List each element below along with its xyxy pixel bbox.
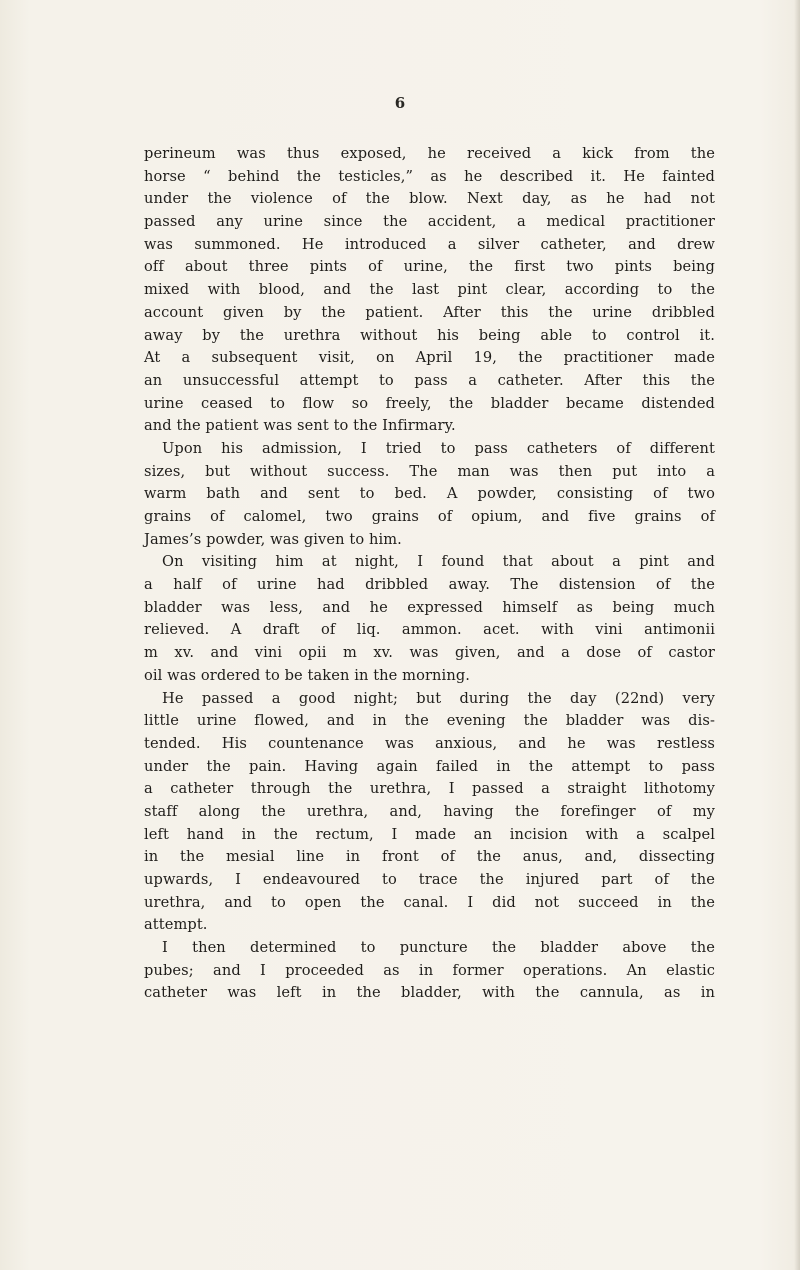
text-line: pubes; and I proceeded as in former operations. An elastic (144, 961, 715, 979)
text-line: He passed a good night; but during the day (22nd) very (162, 689, 715, 707)
text-line: little urine flowed, and in the evening the bladder was dis- (144, 712, 715, 730)
text-line: horse “ behind the testicles,” as he described it. He fainted (144, 167, 715, 185)
text-line: left hand in the rectum, I made an incision with a scalpel (144, 825, 715, 843)
text-line: a catheter through the urethra, I passed a straight lithotomy (144, 780, 715, 798)
text-line: James’s powder, was given to him. (144, 530, 402, 548)
text-line: and the patient was sent to the Infirmary. (144, 417, 456, 435)
text-line: sizes, but without success. The man was then put into a (144, 462, 715, 480)
text-line: perineum was thus exposed, he received a kick from the (144, 145, 715, 162)
text-line: Upon his admission, I tried to pass catheters of different (162, 439, 715, 457)
text-line: grains of calomel, two grains of opium, and five grains of (144, 508, 715, 525)
text-line: urethra, and to open the canal. I did not succeed in the (144, 893, 715, 911)
text-line: was summoned. He introduced a silver catheter, and drew (144, 235, 715, 253)
text-line: passed any urine since the accident, a medical practitioner (144, 213, 715, 231)
text-line: bladder was less, and he expressed himself as being much (144, 598, 715, 616)
text-line: I then determined to puncture the bladder above the (162, 939, 715, 957)
text-line: m xv. and vini opii m xv. was given, and a dose of castor (144, 644, 715, 662)
text-line: warm bath and sent to bed. A powder, consisting of two (144, 485, 715, 503)
text-line: account given by the patient. After this the urine dribbled (144, 303, 715, 321)
text-line: At a subsequent visit, on April 19, the practitioner made (144, 349, 715, 367)
text-line: relieved. A draft of liq. ammon. acet. with vini antimonii (144, 621, 715, 639)
text-line: an unsuccessful attempt to pass a catheter. After this the (144, 371, 715, 389)
text-line: a half of urine had dribbled away. The distension of the (144, 576, 715, 594)
page-number: 6 (394, 94, 406, 112)
text-line: under the pain. Having again failed in the attempt to pass (144, 757, 715, 775)
text-line: tended. His countenance was anxious, and he was restless (144, 734, 715, 752)
text-line: away by the urethra without his being able to control it. (144, 326, 715, 344)
text-line: staff along the urethra, and, having the forefinger of my (144, 802, 715, 820)
body-text (144, 143, 715, 1005)
text-line: On visiting him at night, I found that about a pint and (162, 553, 715, 571)
page-edge-shadow (794, 0, 800, 1270)
text-line: upwards, I endeavoured to trace the injured part of the (144, 871, 715, 888)
text-line: mixed with blood, and the last pint clear, according to the (144, 281, 715, 299)
text-line: off about three pints of urine, the first two pints being (144, 258, 715, 276)
text-line: under the violence of the blow. Next day, as he had not (144, 190, 715, 208)
text-line: urine ceased to flow so freely, the bladder became distended (144, 394, 715, 412)
text-line: in the mesial line in front of the anus, and, dissecting (144, 848, 715, 866)
text-line: oil was ordered to be taken in the morning. (144, 666, 470, 684)
text-line: attempt. (144, 916, 208, 934)
text-line: catheter was left in the bladder, with the cannula, as in (144, 984, 715, 1002)
